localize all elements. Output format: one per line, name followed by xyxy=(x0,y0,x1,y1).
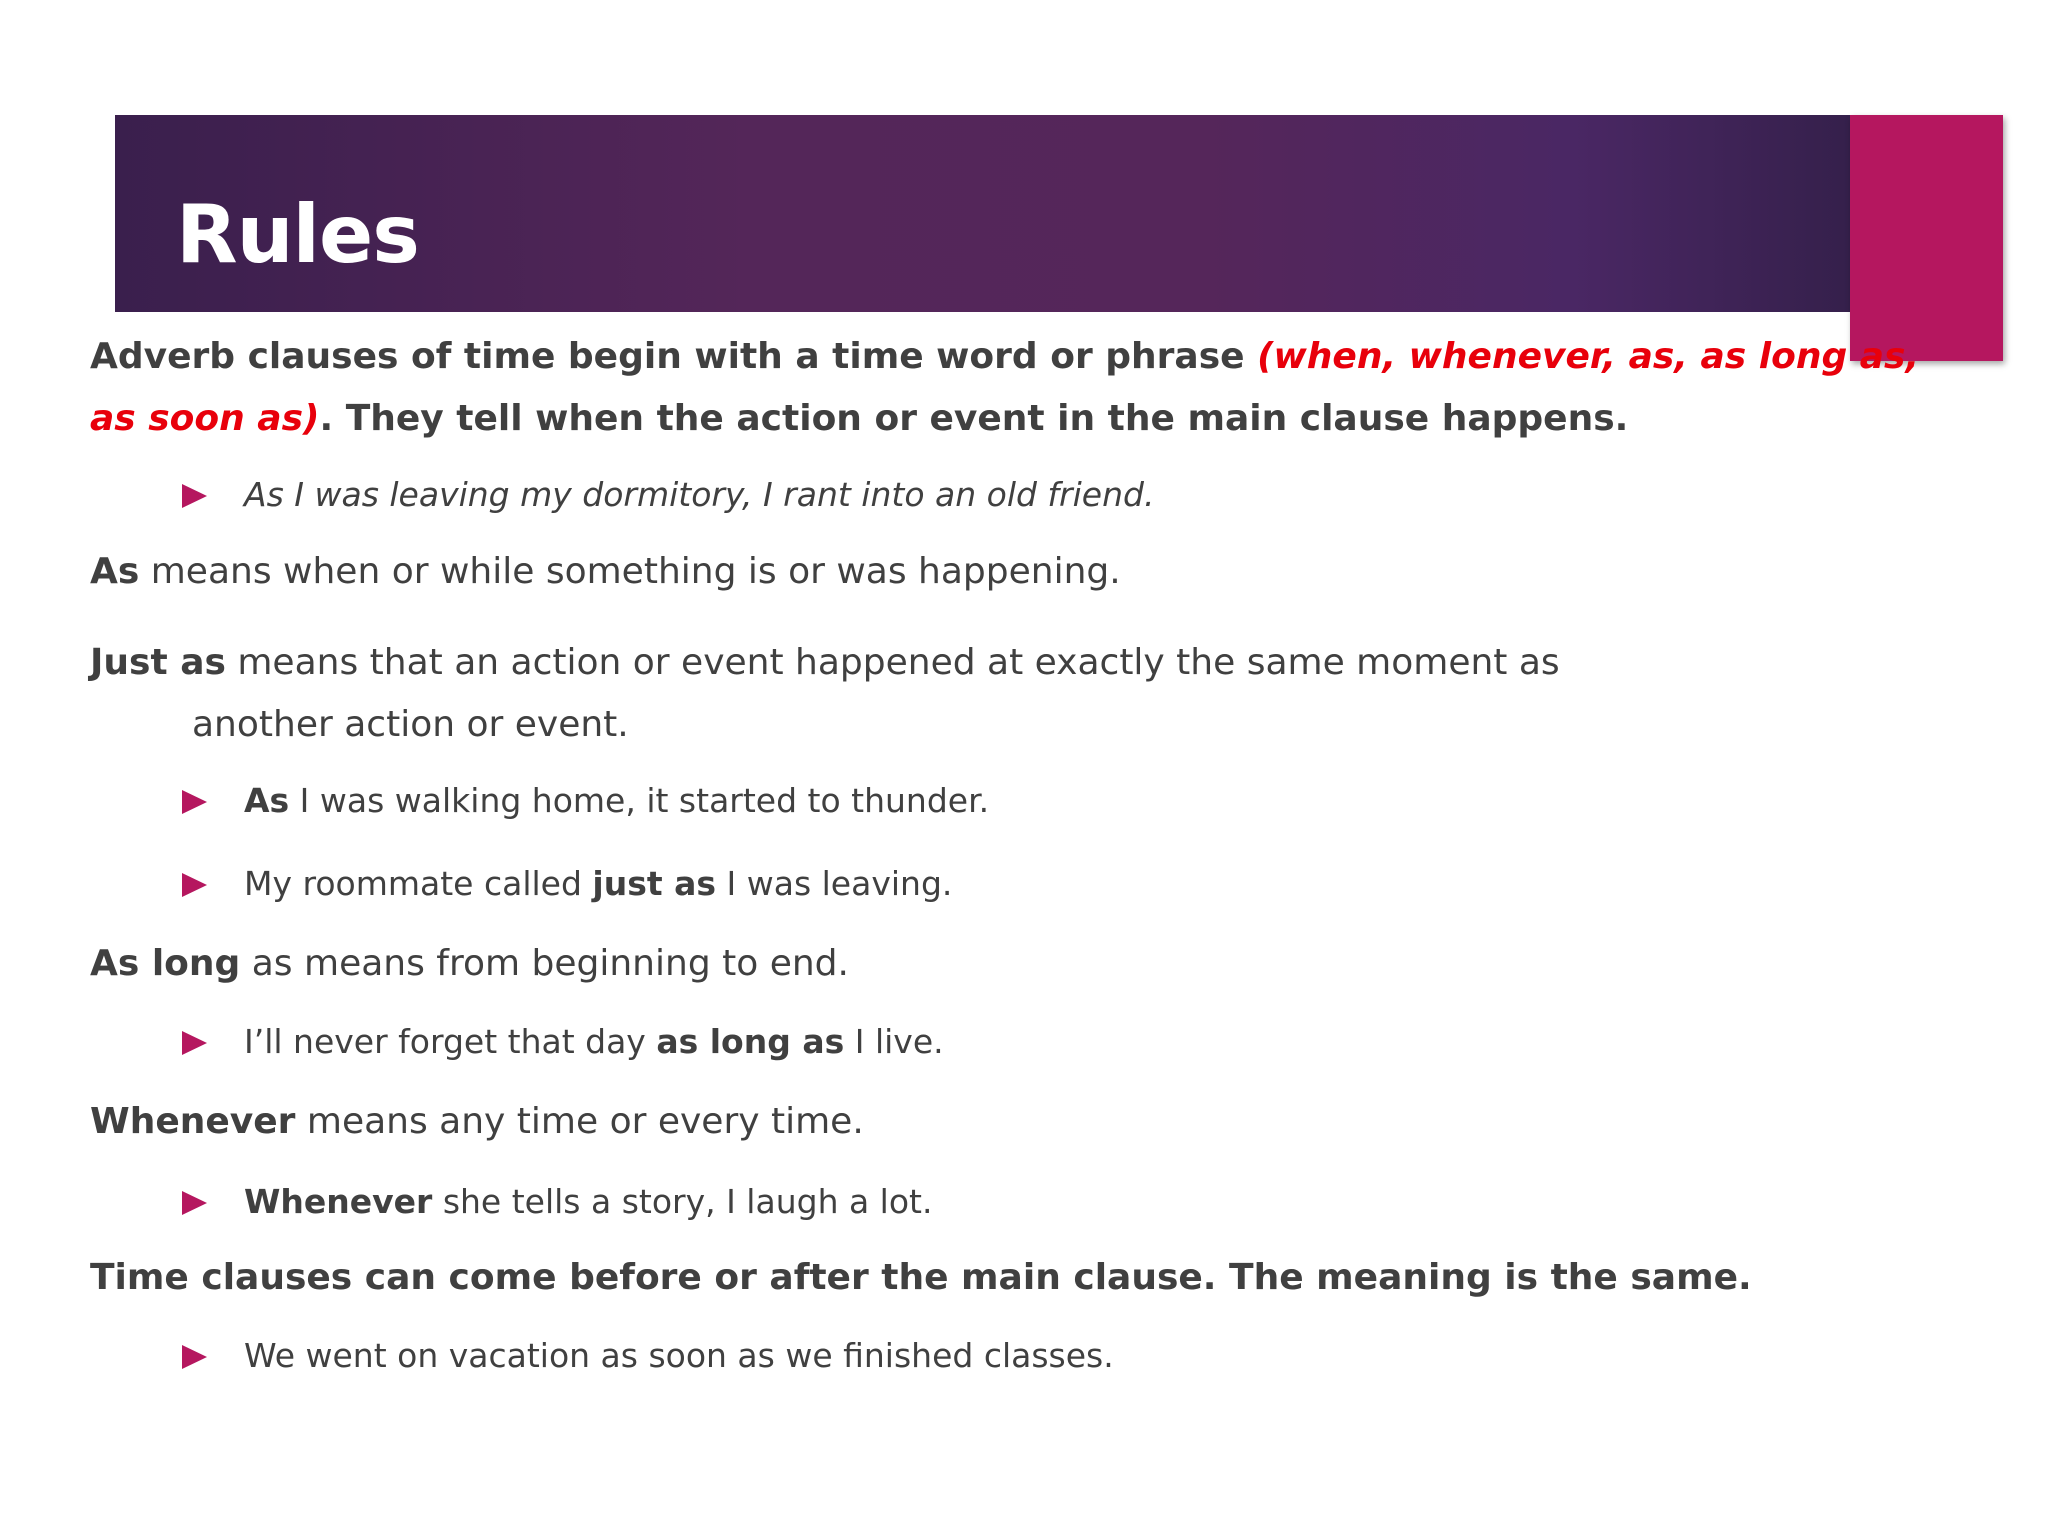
rule-text: means when or while something is or was happening. xyxy=(139,551,1121,592)
rule-term: As long xyxy=(90,943,241,984)
example-pre: I’ll never forget that day xyxy=(244,1022,657,1061)
example-pre: My roommate called xyxy=(244,864,593,903)
slide-title: Rules xyxy=(176,188,419,281)
example-never-forget xyxy=(90,1017,1950,1067)
example-text: We went on vacation as soon as we finished classes. xyxy=(244,1336,1114,1375)
triangle-bullet-icon xyxy=(182,873,207,897)
title-bar xyxy=(115,115,1935,312)
example-roommate xyxy=(90,859,1950,909)
rule-term: Just as xyxy=(90,642,226,683)
example-text: I was walking home, it started to thunder. xyxy=(289,781,990,820)
example-walking-home xyxy=(90,776,1950,826)
intro-time-words-1: (when, whenever, as, as long as, xyxy=(1257,336,1920,377)
triangle-bullet-icon xyxy=(182,1345,207,1369)
rule-whenever xyxy=(90,1091,1950,1153)
example-text: As I was leaving my dormitory, I rant into an old friend. xyxy=(244,475,1155,514)
triangle-bullet-icon xyxy=(182,1191,207,1215)
rule-clause-position: Time clauses can come before or after the main clause. The meaning is the same. xyxy=(90,1257,1752,1298)
rule-as-long xyxy=(90,933,1950,995)
example-bold: as long as xyxy=(656,1022,845,1061)
rule-just-as xyxy=(90,632,1950,756)
rule-text: means that an action or event happened at exactly the same moment as xyxy=(225,642,1560,683)
accent-block xyxy=(1850,115,2003,361)
example-bold: As xyxy=(244,781,290,820)
rule-text: means any time or every time. xyxy=(295,1101,864,1142)
slide-body xyxy=(90,326,1950,1381)
example-vacation xyxy=(90,1331,1950,1381)
example-post: I live. xyxy=(844,1022,944,1061)
rule-term: Whenever xyxy=(90,1101,296,1142)
example-whenever-story xyxy=(90,1177,1950,1227)
intro-time-words-2: as soon as) xyxy=(90,398,320,439)
example-text: she tells a story, I laugh a lot. xyxy=(432,1182,933,1221)
rule-text-continued: another action or event. xyxy=(192,704,629,745)
example-post: I was leaving. xyxy=(716,864,953,903)
triangle-bullet-icon xyxy=(182,790,207,814)
intro-lead: Adverb clauses of time begin with a time word or phrase xyxy=(90,336,1258,377)
rule-text: as means from beginning to end. xyxy=(240,943,849,984)
example-bold: Whenever xyxy=(244,1182,433,1221)
triangle-bullet-icon xyxy=(182,1031,207,1055)
rule-term: As xyxy=(90,551,140,592)
intro-paragraph xyxy=(90,326,1950,450)
example-bold: just as xyxy=(592,864,717,903)
triangle-bullet-icon xyxy=(182,484,207,508)
example-as-leaving xyxy=(90,470,1950,520)
rule-as xyxy=(90,541,1950,603)
intro-tail: . They tell when the action or event in the main clause happens. xyxy=(319,398,1629,439)
